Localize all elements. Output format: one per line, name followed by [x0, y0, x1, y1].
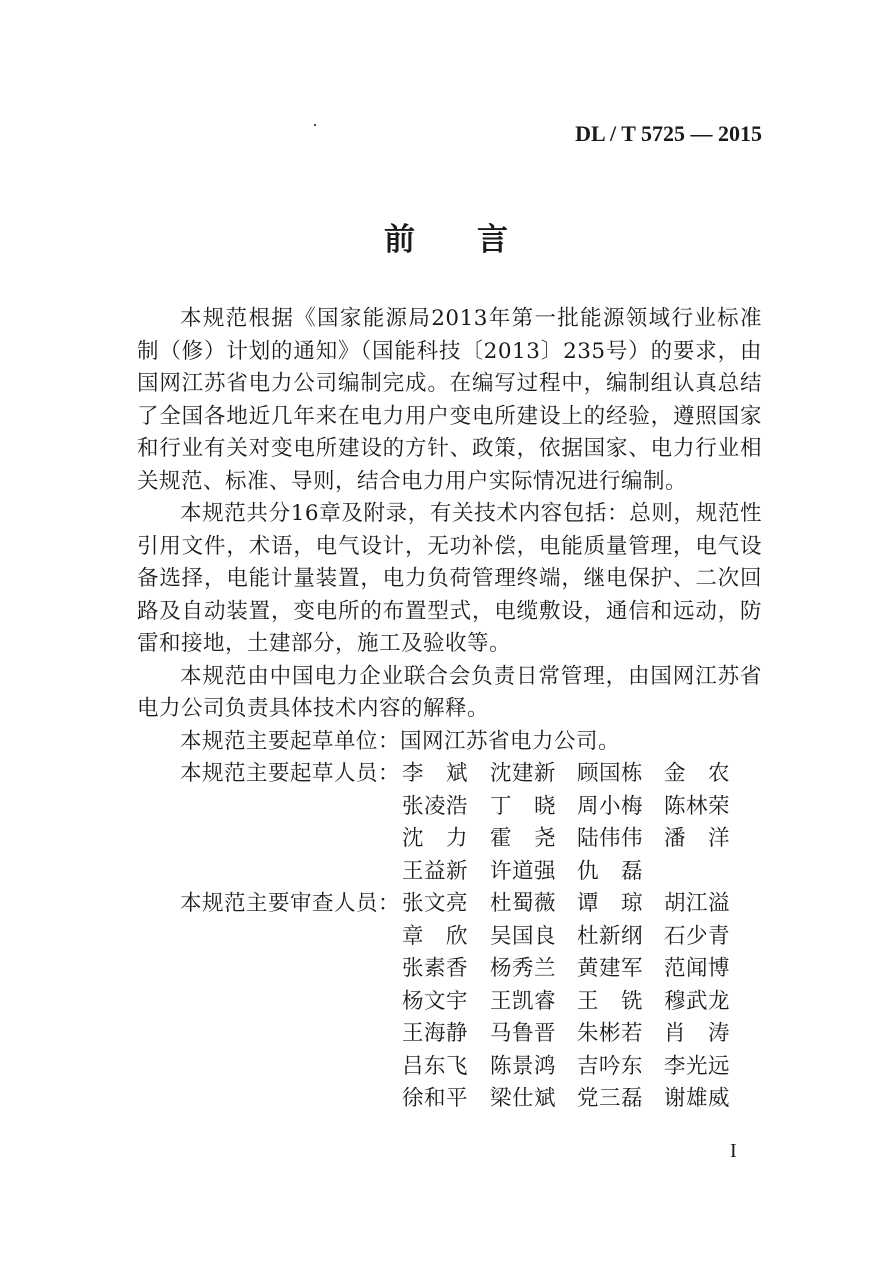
drafter-name: 陆伟伟 [577, 826, 644, 851]
reviewer-name: 王 铣 [577, 988, 644, 1014]
drafter-name: 沈 力 [402, 826, 469, 851]
reviewer-name: 吉吟东 [577, 1053, 644, 1079]
reviewer-name: 王凯睿 [490, 988, 557, 1014]
reviewers-grid [402, 888, 754, 1116]
reviewer-name: 朱彬若 [577, 1021, 644, 1046]
drafter-name: 金 农 [664, 761, 731, 786]
reviewer-name: 陈景鸿 [490, 1053, 557, 1079]
reviewer-name: 谭 琼 [577, 891, 644, 916]
drafter-name [664, 856, 754, 889]
drafter-name: 潘 洋 [664, 826, 731, 851]
standard-code: DL / T 5725 — 2015 [575, 121, 762, 146]
reviewers-label: 本规范主要审查人员： [180, 891, 401, 916]
reviewer-name: 黄建军 [577, 956, 644, 981]
drafter-name: 王益新 [402, 858, 469, 884]
drafter-name: 仇 磊 [577, 858, 644, 884]
title-char-2: 言 [477, 222, 508, 258]
page-title [0, 214, 892, 259]
reviewer-name: 石少青 [664, 923, 731, 949]
reviewer-name: 马鲁晋 [490, 1021, 557, 1046]
drafter-name: 霍 尧 [490, 826, 557, 851]
reviewer-name: 胡江溢 [664, 891, 731, 916]
reviewer-name: 梁仕斌 [490, 1086, 557, 1111]
reviewer-name: 谢雄威 [664, 1086, 731, 1111]
reviewer-name: 范闻博 [664, 956, 731, 981]
drafter-name: 丁 晓 [490, 793, 557, 819]
reviewer-name: 杜蜀薇 [490, 891, 557, 916]
paragraph-management: 本规范由中国电力企业联合会负责日常管理，由国网江苏省电力公司负责具体技术内容的解释。 [137, 663, 762, 721]
preface-body [137, 303, 762, 1116]
drafter-name: 李 斌 [402, 761, 469, 786]
drafter-name: 顾国栋 [577, 761, 644, 786]
drafters-section [137, 758, 762, 888]
drafter-name: 陈林荣 [664, 793, 731, 819]
drafter-name: 张凌浩 [402, 793, 469, 819]
paragraph-background: 本规范根据《国家能源局2013年第一批能源领域行业标准制（修）计划的通知》（国能科技〔2013〕235号）的要求，由国网江苏省电力公司编制完成。在编写过程中，编制组认真总结了全国各地近几年来在电力用户变电所建设上的经验，遵照国家和行业有关对变电所建设的方针、政策，依据国家、电力行业相关规范、标准、导则，结合电力用户实际情况进行编制。 [137, 306, 762, 494]
drafter-name: 沈建新 [490, 761, 557, 786]
title-char-1: 前 [384, 222, 415, 258]
drafter-name: 周小梅 [577, 793, 644, 819]
drafters-grid [402, 758, 754, 888]
drafting-unit: 本规范主要起草单位：国网江苏省电力公司。 [180, 728, 621, 754]
page-number: I [730, 1140, 737, 1162]
reviewer-name: 张素香 [402, 956, 469, 981]
reviewer-name: 张文亮 [402, 891, 469, 916]
drafters-label: 本规范主要起草人员： [180, 761, 401, 786]
reviewer-name: 吕东飞 [402, 1053, 469, 1079]
scan-speck [314, 124, 316, 126]
reviewer-name: 李光远 [664, 1053, 731, 1079]
reviewer-name: 党三磊 [577, 1086, 644, 1111]
reviewers-section [137, 888, 762, 1116]
reviewer-name: 穆武龙 [664, 988, 731, 1014]
reviewer-name: 徐和平 [402, 1086, 469, 1111]
paragraph-contents: 本规范共分16章及附录，有关技术内容包括：总则，规范性引用文件，术语，电气设计，无功补偿，电能质量管理，电气设备选择，电能计量装置，电力负荷管理终端，继电保护、二次回路及自动装置，变电所的布置型式，电缆敷设，通信和远动，防雷和接地，土建部分，施工及验收等。 [137, 501, 762, 656]
reviewer-name: 杨秀兰 [490, 956, 557, 981]
reviewer-name: 肖 涛 [664, 1021, 731, 1046]
reviewer-name: 章 欣 [402, 923, 469, 949]
reviewer-name: 吴国良 [490, 923, 557, 949]
reviewer-name: 王海静 [402, 1021, 469, 1046]
drafter-name: 许道强 [490, 858, 557, 884]
reviewer-name: 杜新纲 [577, 923, 644, 949]
reviewer-name: 杨文宇 [402, 988, 469, 1014]
